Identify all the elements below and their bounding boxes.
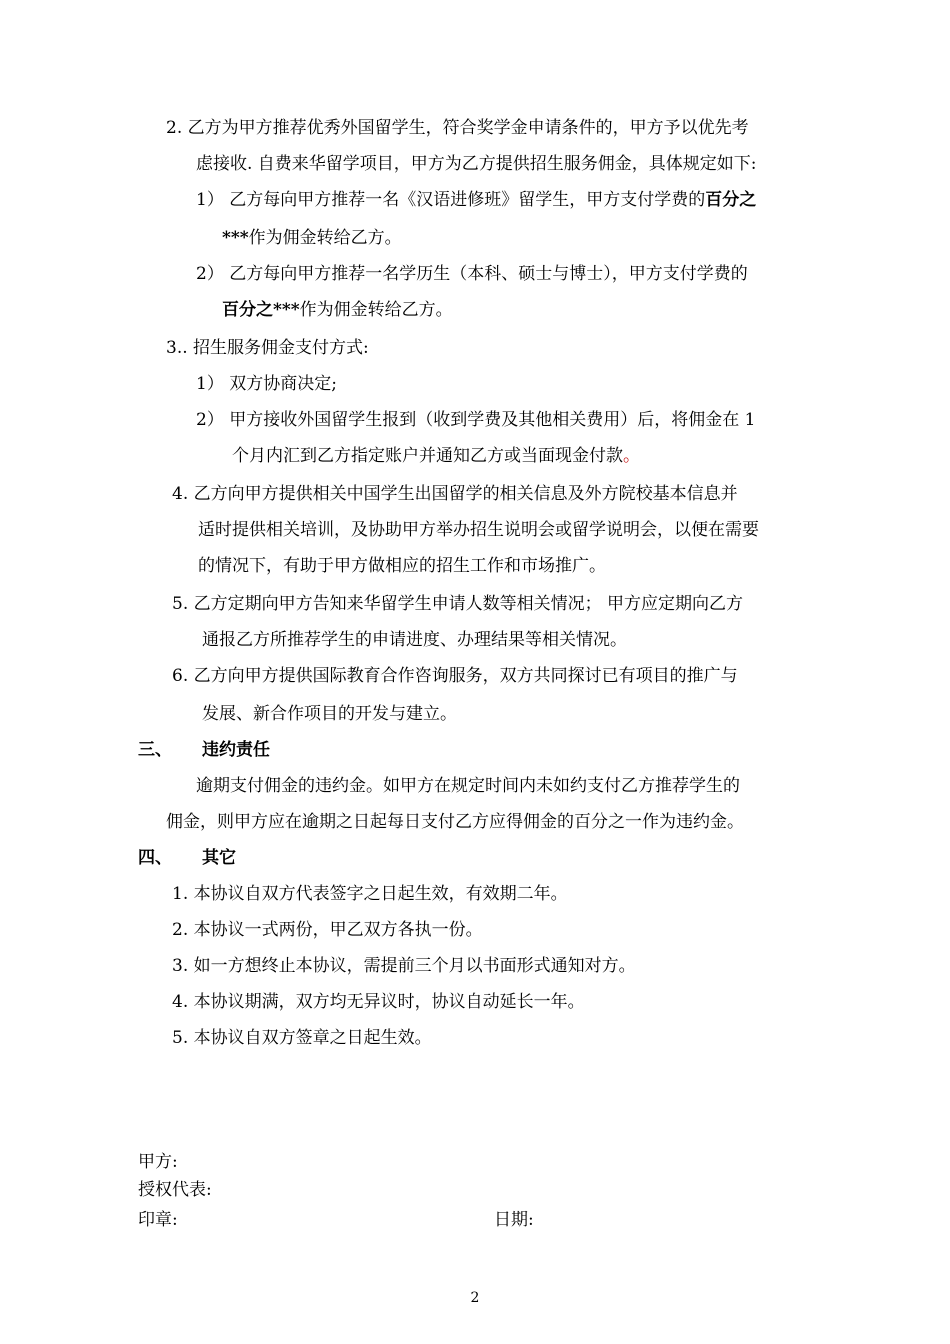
item3-sub2-line1: 2） 甲方接收外国留学生报到（收到学费及其他相关费用）后，将佣金在 1 xyxy=(196,410,756,430)
item2-sub1-tail: 作为佣金转给乙方。 xyxy=(248,228,402,248)
item2-sub1-text: 1） 乙方每向甲方推荐一名《汉语进修班》留学生，甲方支付学费的 xyxy=(196,190,706,210)
item4-line2: 适时提供相关培训，及协助甲方举办招生说明会或留学说明会，以便在需要 xyxy=(198,520,759,540)
page-number: 2 xyxy=(470,1290,480,1306)
section4-item-5: 5. 本协议自双方签章之日起生效。 xyxy=(172,1028,432,1048)
section3-heading xyxy=(138,738,270,762)
item2-sub2-line2 xyxy=(222,298,453,322)
item3-sub2-period: 。 xyxy=(623,446,640,466)
item2-sub1-line1 xyxy=(196,188,756,212)
signature-representative: 授权代表: xyxy=(138,1180,212,1200)
item2-sub1-stars: *** xyxy=(222,228,249,248)
section3-title: 违约责任 xyxy=(202,740,270,760)
section3-paragraph-line1: 逾期支付佣金的违约金。如甲方在规定时间内未如约支付乙方推荐学生的 xyxy=(196,776,740,796)
item2-line1: 2. 乙方为甲方推荐优秀外国留学生，符合奖学金申请条件的，甲方予以优先考 xyxy=(166,118,749,138)
item3-title: 3.. 招生服务佣金支付方式: xyxy=(166,338,369,358)
item4-line1: 4. 乙方向甲方提供相关中国学生出国留学的相关信息及外方院校基本信息并 xyxy=(172,484,738,504)
signature-date: 日期: xyxy=(494,1210,534,1230)
section4-item-3: 3. 如一方想终止本协议，需提前三个月以书面形式通知对方。 xyxy=(172,956,636,976)
item3-sub2-line2 xyxy=(232,444,640,468)
item6-line1: 6. 乙方向甲方提供国际教育合作咨询服务，双方共同探讨已有项目的推广与 xyxy=(172,666,738,686)
section3-paragraph-line2: 佣金，则甲方应在逾期之日起每日支付乙方应得佣金的百分之一作为违约金。 xyxy=(166,812,744,832)
item3-sub2-text: 个月内汇到乙方指定账户并通知乙方或当面现金付款 xyxy=(232,446,623,466)
section4-number: 四、 xyxy=(138,848,172,868)
section4-heading xyxy=(138,846,236,870)
item3-sub1: 1） 双方协商决定; xyxy=(196,374,337,394)
signature-seal: 印章: xyxy=(138,1210,178,1230)
item2-sub2-tail: 作为佣金转给乙方。 xyxy=(299,300,453,320)
section4-item-4: 4. 本协议期满，双方均无异议时，协议自动延长一年。 xyxy=(172,992,585,1012)
item2-line2: 虑接收. 自费来华留学项目，甲方为乙方提供招生服务佣金，具体规定如下: xyxy=(196,154,757,174)
item5-line2: 通报乙方所推荐学生的申请进度、办理结果等相关情况。 xyxy=(202,630,627,650)
item5-line1: 5. 乙方定期向甲方告知来华留学生申请人数等相关情况； 甲方应定期向乙方 xyxy=(172,594,744,614)
section4-item-2: 2. 本协议一式两份，甲乙双方各执一份。 xyxy=(172,920,483,940)
section4-title: 其它 xyxy=(202,848,236,868)
section3-number: 三、 xyxy=(138,740,172,760)
section4-item-1: 1. 本协议自双方代表签字之日起生效，有效期二年。 xyxy=(172,884,568,904)
item2-sub2-bold: 百分之*** xyxy=(222,300,300,320)
signature-party: 甲方: xyxy=(138,1152,178,1172)
item2-sub2-line1: 2） 乙方每向甲方推荐一名学历生（本科、硕士与博士），甲方支付学费的 xyxy=(196,264,748,284)
item4-line3: 的情况下，有助于甲方做相应的招生工作和市场推广。 xyxy=(198,556,606,576)
item2-sub1-line2 xyxy=(222,226,402,250)
item6-line2: 发展、新合作项目的开发与建立。 xyxy=(202,704,457,724)
item2-sub1-bold: 百分之 xyxy=(705,190,757,210)
